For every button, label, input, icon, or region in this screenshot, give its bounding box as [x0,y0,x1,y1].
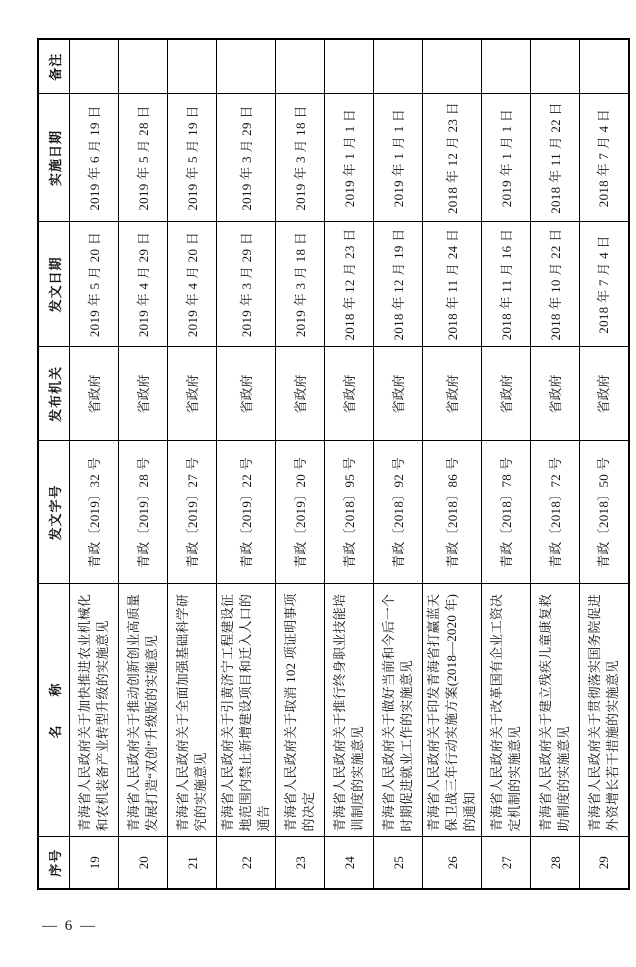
table-row [325,39,374,889]
cell-doc-number: 青政〔2018〕72 号 [531,441,580,584]
cell-title: 青海省人民政府关于贯彻落实国务院促进外资增长若干措施的实施意见 [580,584,629,837]
cell-serial: 26 [423,837,482,889]
cell-effective-date: 2019 年 5 月 19 日 [168,94,217,222]
column-header-serial: 序号 [38,837,70,889]
header-row [38,39,70,889]
table-row [276,39,325,889]
cell-agency: 省政府 [531,347,580,441]
cell-agency: 省政府 [580,347,629,441]
cell-serial: 23 [276,837,325,889]
table-row [374,39,423,889]
cell-issue-date: 2019 年 3 月 29 日 [217,222,276,347]
cell-agency: 省政府 [482,347,531,441]
cell-remark [119,39,168,94]
cell-remark [168,39,217,94]
cell-issue-date: 2018 年 10 月 22 日 [531,222,580,347]
cell-doc-number: 青政〔2018〕50 号 [580,441,629,584]
cell-issue-date: 2018 年 11 月 16 日 [482,222,531,347]
cell-doc-number: 青政〔2018〕78 号 [482,441,531,584]
column-header-agency: 发布机关 [38,347,70,441]
cell-title: 青海省人民政府关于推动创新创业高质量发展打造“双创”升级版的实施意见 [119,584,168,837]
cell-serial: 28 [531,837,580,889]
cell-agency: 省政府 [325,347,374,441]
table-row [482,39,531,889]
cell-remark [423,39,482,94]
column-header-doc-number: 发文字号 [38,441,70,584]
column-header-remark: 备注 [38,39,70,94]
cell-title: 青海省人民政府关于取消 102 项证明事项的决定 [276,584,325,837]
cell-remark [374,39,423,94]
cell-issue-date: 2018 年 12 月 19 日 [374,222,423,347]
cell-effective-date: 2019 年 5 月 28 日 [119,94,168,222]
cell-doc-number: 青政〔2019〕28 号 [119,441,168,584]
cell-title: 青海省人民政府关于印发青海省打赢蓝天保卫战三年行动实施方案(2018—2020 年)的通知 [423,584,482,837]
cell-effective-date: 2019 年 6 月 19 日 [70,94,119,222]
cell-agency: 省政府 [217,347,276,441]
cell-serial: 29 [580,837,629,889]
cell-agency: 省政府 [168,347,217,441]
cell-effective-date: 2019 年 1 月 1 日 [482,94,531,222]
cell-issue-date: 2018 年 12 月 23 日 [325,222,374,347]
table-row [423,39,482,889]
cell-serial: 22 [217,837,276,889]
cell-agency: 省政府 [70,347,119,441]
cell-issue-date: 2019 年 3 月 18 日 [276,222,325,347]
cell-remark [580,39,629,94]
column-header-name: 名 称 [38,584,70,837]
cell-effective-date: 2019 年 1 月 1 日 [325,94,374,222]
cell-issue-date: 2019 年 5 月 20 日 [70,222,119,347]
cell-title: 青海省人民政府关于改革国有企业工资决定机制的实施意见 [482,584,531,837]
cell-serial: 20 [119,837,168,889]
table-row [168,39,217,889]
cell-effective-date: 2019 年 3 月 29 日 [217,94,276,222]
table-row [70,39,119,889]
cell-title: 青海省人民政府关于建立残疾儿童康复救助制度的实施意见 [531,584,580,837]
rotated-table-container [37,40,630,890]
cell-title: 青海省人民政府关于引黄济宁工程建设征地范围内禁止新增建设项目和迁入人口的通告 [217,584,276,837]
cell-title: 青海省人民政府关于全面加强基础科学研究的实施意见 [168,584,217,837]
cell-doc-number: 青政〔2019〕27 号 [168,441,217,584]
cell-effective-date: 2019 年 1 月 1 日 [374,94,423,222]
cell-agency: 省政府 [423,347,482,441]
cell-remark [217,39,276,94]
cell-serial: 21 [168,837,217,889]
cell-title: 青海省人民政府关于推行终身职业技能培训制度的实施意见 [325,584,374,837]
cell-effective-date: 2019 年 3 月 18 日 [276,94,325,222]
table-row [217,39,276,889]
cell-doc-number: 青政〔2018〕86 号 [423,441,482,584]
cell-effective-date: 2018 年 11 月 22 日 [531,94,580,222]
column-header-issue-date: 发文日期 [38,222,70,347]
column-header-effective-date: 实施日期 [38,94,70,222]
cell-serial: 25 [374,837,423,889]
cell-doc-number: 青政〔2019〕22 号 [217,441,276,584]
cell-remark [276,39,325,94]
cell-title: 青海省人民政府关于做好当前和今后一个时期促进就业工作的实施意见 [374,584,423,837]
cell-issue-date: 2019 年 4 月 20 日 [168,222,217,347]
cell-doc-number: 青政〔2018〕95 号 [325,441,374,584]
table-row [531,39,580,889]
cell-issue-date: 2018 年 11 月 24 日 [423,222,482,347]
cell-agency: 省政府 [276,347,325,441]
cell-agency: 省政府 [119,347,168,441]
cell-remark [482,39,531,94]
cell-agency: 省政府 [374,347,423,441]
cell-doc-number: 青政〔2019〕32 号 [70,441,119,584]
cell-title: 青海省人民政府关于加快推进农业机械化和农机装备产业转型升级的实施意见 [70,584,119,837]
cell-serial: 27 [482,837,531,889]
cell-doc-number: 青政〔2018〕92 号 [374,441,423,584]
cell-issue-date: 2018 年 7 月 4 日 [580,222,629,347]
cell-remark [531,39,580,94]
cell-remark [70,39,119,94]
page-number: — 6 — [42,918,97,934]
table-row [580,39,629,889]
cell-serial: 24 [325,837,374,889]
cell-doc-number: 青政〔2019〕20 号 [276,441,325,584]
documents-table [37,38,630,890]
table-row [119,39,168,889]
cell-effective-date: 2018 年 12 月 23 日 [423,94,482,222]
cell-remark [325,39,374,94]
cell-issue-date: 2019 年 4 月 29 日 [119,222,168,347]
cell-effective-date: 2018 年 7 月 4 日 [580,94,629,222]
cell-serial: 19 [70,837,119,889]
